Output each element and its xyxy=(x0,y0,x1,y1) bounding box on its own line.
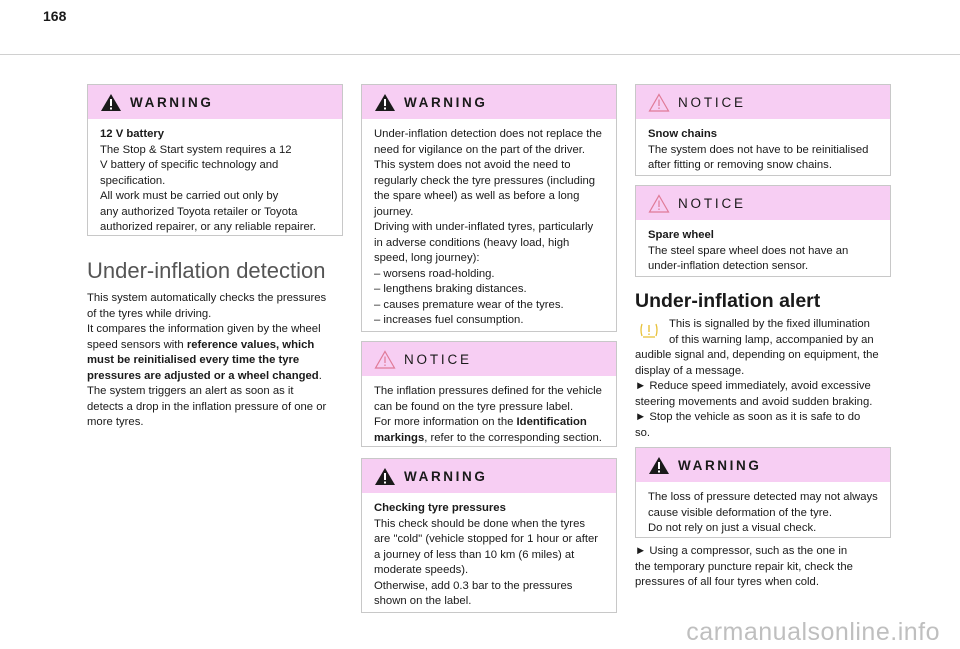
text-line: the spare wheel) as well as before a long xyxy=(374,190,580,202)
text-run: For more information on the xyxy=(374,416,517,428)
warning-label: WARNING xyxy=(130,94,214,110)
text-line: All work must be carried out only by xyxy=(100,190,279,202)
text-line: under-inflation detection sensor. xyxy=(648,260,809,272)
bold-text: Identification xyxy=(516,416,587,428)
notice-body xyxy=(636,119,890,182)
text-line xyxy=(87,322,326,338)
notice-box-header xyxy=(636,186,890,220)
text-line: journey. xyxy=(374,205,414,218)
text-run: detects a drop in the inflation pressure of one or xyxy=(87,400,327,413)
text-run: . xyxy=(318,369,322,382)
text-line: are "cold" (vehicle stopped for 1 hour or after xyxy=(374,533,599,545)
warning-box-visual-check xyxy=(635,447,891,538)
bold-text: reference values, which xyxy=(186,338,315,351)
bold-text: must be reinitialised every time the tyre xyxy=(87,354,300,366)
text-line xyxy=(374,384,606,400)
text-line: ► Using a compressor, such as the one in xyxy=(635,545,848,557)
text-run: The system triggers an alert as soon as it xyxy=(87,385,294,397)
text-line: specification. xyxy=(100,174,166,187)
warning-triangle-icon xyxy=(374,467,396,486)
text-line xyxy=(87,353,326,369)
text-line: regularly check the tyre pressures (including xyxy=(374,174,596,187)
text-line: Otherwise, add 0.3 bar to the pressures xyxy=(374,579,573,592)
text-line: speed, long journey): xyxy=(374,252,480,264)
warning-label: WARNING xyxy=(404,468,488,484)
text-line xyxy=(87,400,326,416)
text-line: 12 V battery xyxy=(100,128,165,140)
notice-label: NOTICE xyxy=(678,94,746,110)
detection-paragraph xyxy=(87,291,326,431)
notice-triangle-icon xyxy=(374,350,396,369)
text-line: audible signal and, depending on equipment, the xyxy=(635,349,879,361)
text-line: The loss of pressure detected may not always xyxy=(648,491,878,503)
warning-box-header xyxy=(362,459,616,493)
text-line: This check should be done when the tyres xyxy=(374,517,586,530)
text-line xyxy=(87,291,326,307)
text-line: steering movements and avoid sudden braking. xyxy=(635,395,873,408)
text-line: Spare wheel xyxy=(648,229,714,241)
compressor-paragraph xyxy=(635,544,853,591)
text-run: This system automatically checks the pressures xyxy=(87,292,327,304)
warning-triangle-icon xyxy=(100,93,122,112)
text-line: after fitting or removing snow chains. xyxy=(648,159,832,171)
alert-paragraph xyxy=(635,317,879,441)
section-title-under-inflation-detection: Under-inflation detection xyxy=(87,258,326,283)
notice-body xyxy=(362,376,616,454)
notice-box-pressure-label xyxy=(361,341,617,447)
text-run: It compares the information given by the wheel xyxy=(87,323,321,335)
warning-box-vigilance xyxy=(361,84,617,332)
text-line: any authorized Toyota retailer or Toyota xyxy=(100,205,298,218)
section-title-under-inflation-alert: Under-inflation alert xyxy=(635,290,821,312)
text-line xyxy=(374,415,606,431)
text-line: Under-inflation detection does not replace the xyxy=(374,128,602,140)
warning-triangle-icon xyxy=(648,456,670,475)
text-run: can be found on the tyre pressure label. xyxy=(374,400,574,413)
warning-box-battery xyxy=(87,84,343,236)
text-line: Do not rely on just a visual check. xyxy=(648,522,817,534)
text-line xyxy=(374,400,606,416)
warning-box-header xyxy=(362,85,616,119)
notice-box-snow-chains xyxy=(635,84,891,176)
text-line xyxy=(374,431,606,447)
text-line: Driving with under-inflated tyres, particularly xyxy=(374,221,594,233)
text-line: – causes premature wear of the tyres. xyxy=(374,298,564,311)
header-divider xyxy=(0,54,960,55)
warning-body xyxy=(88,119,342,244)
text-line xyxy=(87,307,326,323)
text-line: ► Reduce speed immediately, avoid excessive xyxy=(635,380,871,392)
text-line xyxy=(87,415,326,431)
text-run: more tyres. xyxy=(87,416,144,428)
warning-box-header xyxy=(88,85,342,119)
text-run: , refer to the corresponding section. xyxy=(424,431,602,444)
text-line xyxy=(87,338,326,354)
warning-box-checking-pressures xyxy=(361,458,617,613)
text-line: The Stop & Start system requires a 12 xyxy=(100,143,292,156)
notice-body xyxy=(636,220,890,283)
notice-triangle-icon xyxy=(648,194,670,213)
text-line: – increases fuel consumption. xyxy=(374,314,524,326)
text-line: moderate speeds). xyxy=(374,564,469,576)
text-line xyxy=(87,369,326,385)
text-line: Checking tyre pressures xyxy=(374,502,506,514)
text-line: Snow chains xyxy=(648,128,718,140)
text-line: The steel spare wheel does not have an xyxy=(648,244,849,257)
text-line: – lengthens braking distances. xyxy=(374,283,527,295)
notice-box-header xyxy=(636,85,890,119)
bold-text: markings xyxy=(374,431,425,444)
text-line: in adverse conditions (heavy load, high xyxy=(374,236,570,249)
notice-label: NOTICE xyxy=(404,351,472,367)
notice-box-header xyxy=(362,342,616,376)
notice-box-spare-wheel xyxy=(635,185,891,277)
bold-text: pressures are adjusted or a wheel changed xyxy=(87,369,319,382)
text-line: V battery of specific technology and xyxy=(100,159,279,171)
text-line: a journey of less than 10 km (6 miles) at xyxy=(374,548,575,561)
notice-label: NOTICE xyxy=(678,195,746,211)
text-line: The system does not have to be reinitialised xyxy=(648,143,869,156)
watermark: carmanualsonline.info xyxy=(686,618,940,646)
warning-body xyxy=(362,119,616,337)
text-line: cause visible deformation of the tyre. xyxy=(648,506,832,519)
warning-body xyxy=(362,493,616,618)
text-line: pressures of all four tyres when cold. xyxy=(635,576,819,588)
text-run: speed sensors with xyxy=(87,338,187,351)
warning-body xyxy=(636,482,890,545)
text-run: The inflation pressures defined for the vehicle xyxy=(374,385,602,397)
text-line: need for vigilance on the part of the driver. xyxy=(374,143,586,156)
warning-label: WARNING xyxy=(678,457,762,473)
text-line: – worsens road-holding. xyxy=(374,267,495,280)
text-line: so. xyxy=(635,426,651,439)
text-line xyxy=(87,384,326,400)
text-line: shown on the label. xyxy=(374,595,472,607)
text-line: authorized repairer, or any reliable repairer. xyxy=(100,221,317,233)
page-number: 168 xyxy=(43,8,67,24)
warning-box-header xyxy=(636,448,890,482)
text-run: of the tyres while driving. xyxy=(87,307,212,320)
text-line: This is signalled by the fixed illumination xyxy=(669,318,870,330)
notice-triangle-icon xyxy=(648,93,670,112)
text-line: display of a message. xyxy=(635,364,745,377)
text-line: of this warning lamp, accompanied by an xyxy=(669,333,874,346)
text-line: ► Stop the vehicle as soon as it is safe to do xyxy=(635,411,861,423)
text-line: the temporary puncture repair kit, check the xyxy=(635,560,853,573)
warning-label: WARNING xyxy=(404,94,488,110)
warning-triangle-icon xyxy=(374,93,396,112)
text-line: This system does not avoid the need to xyxy=(374,159,571,171)
